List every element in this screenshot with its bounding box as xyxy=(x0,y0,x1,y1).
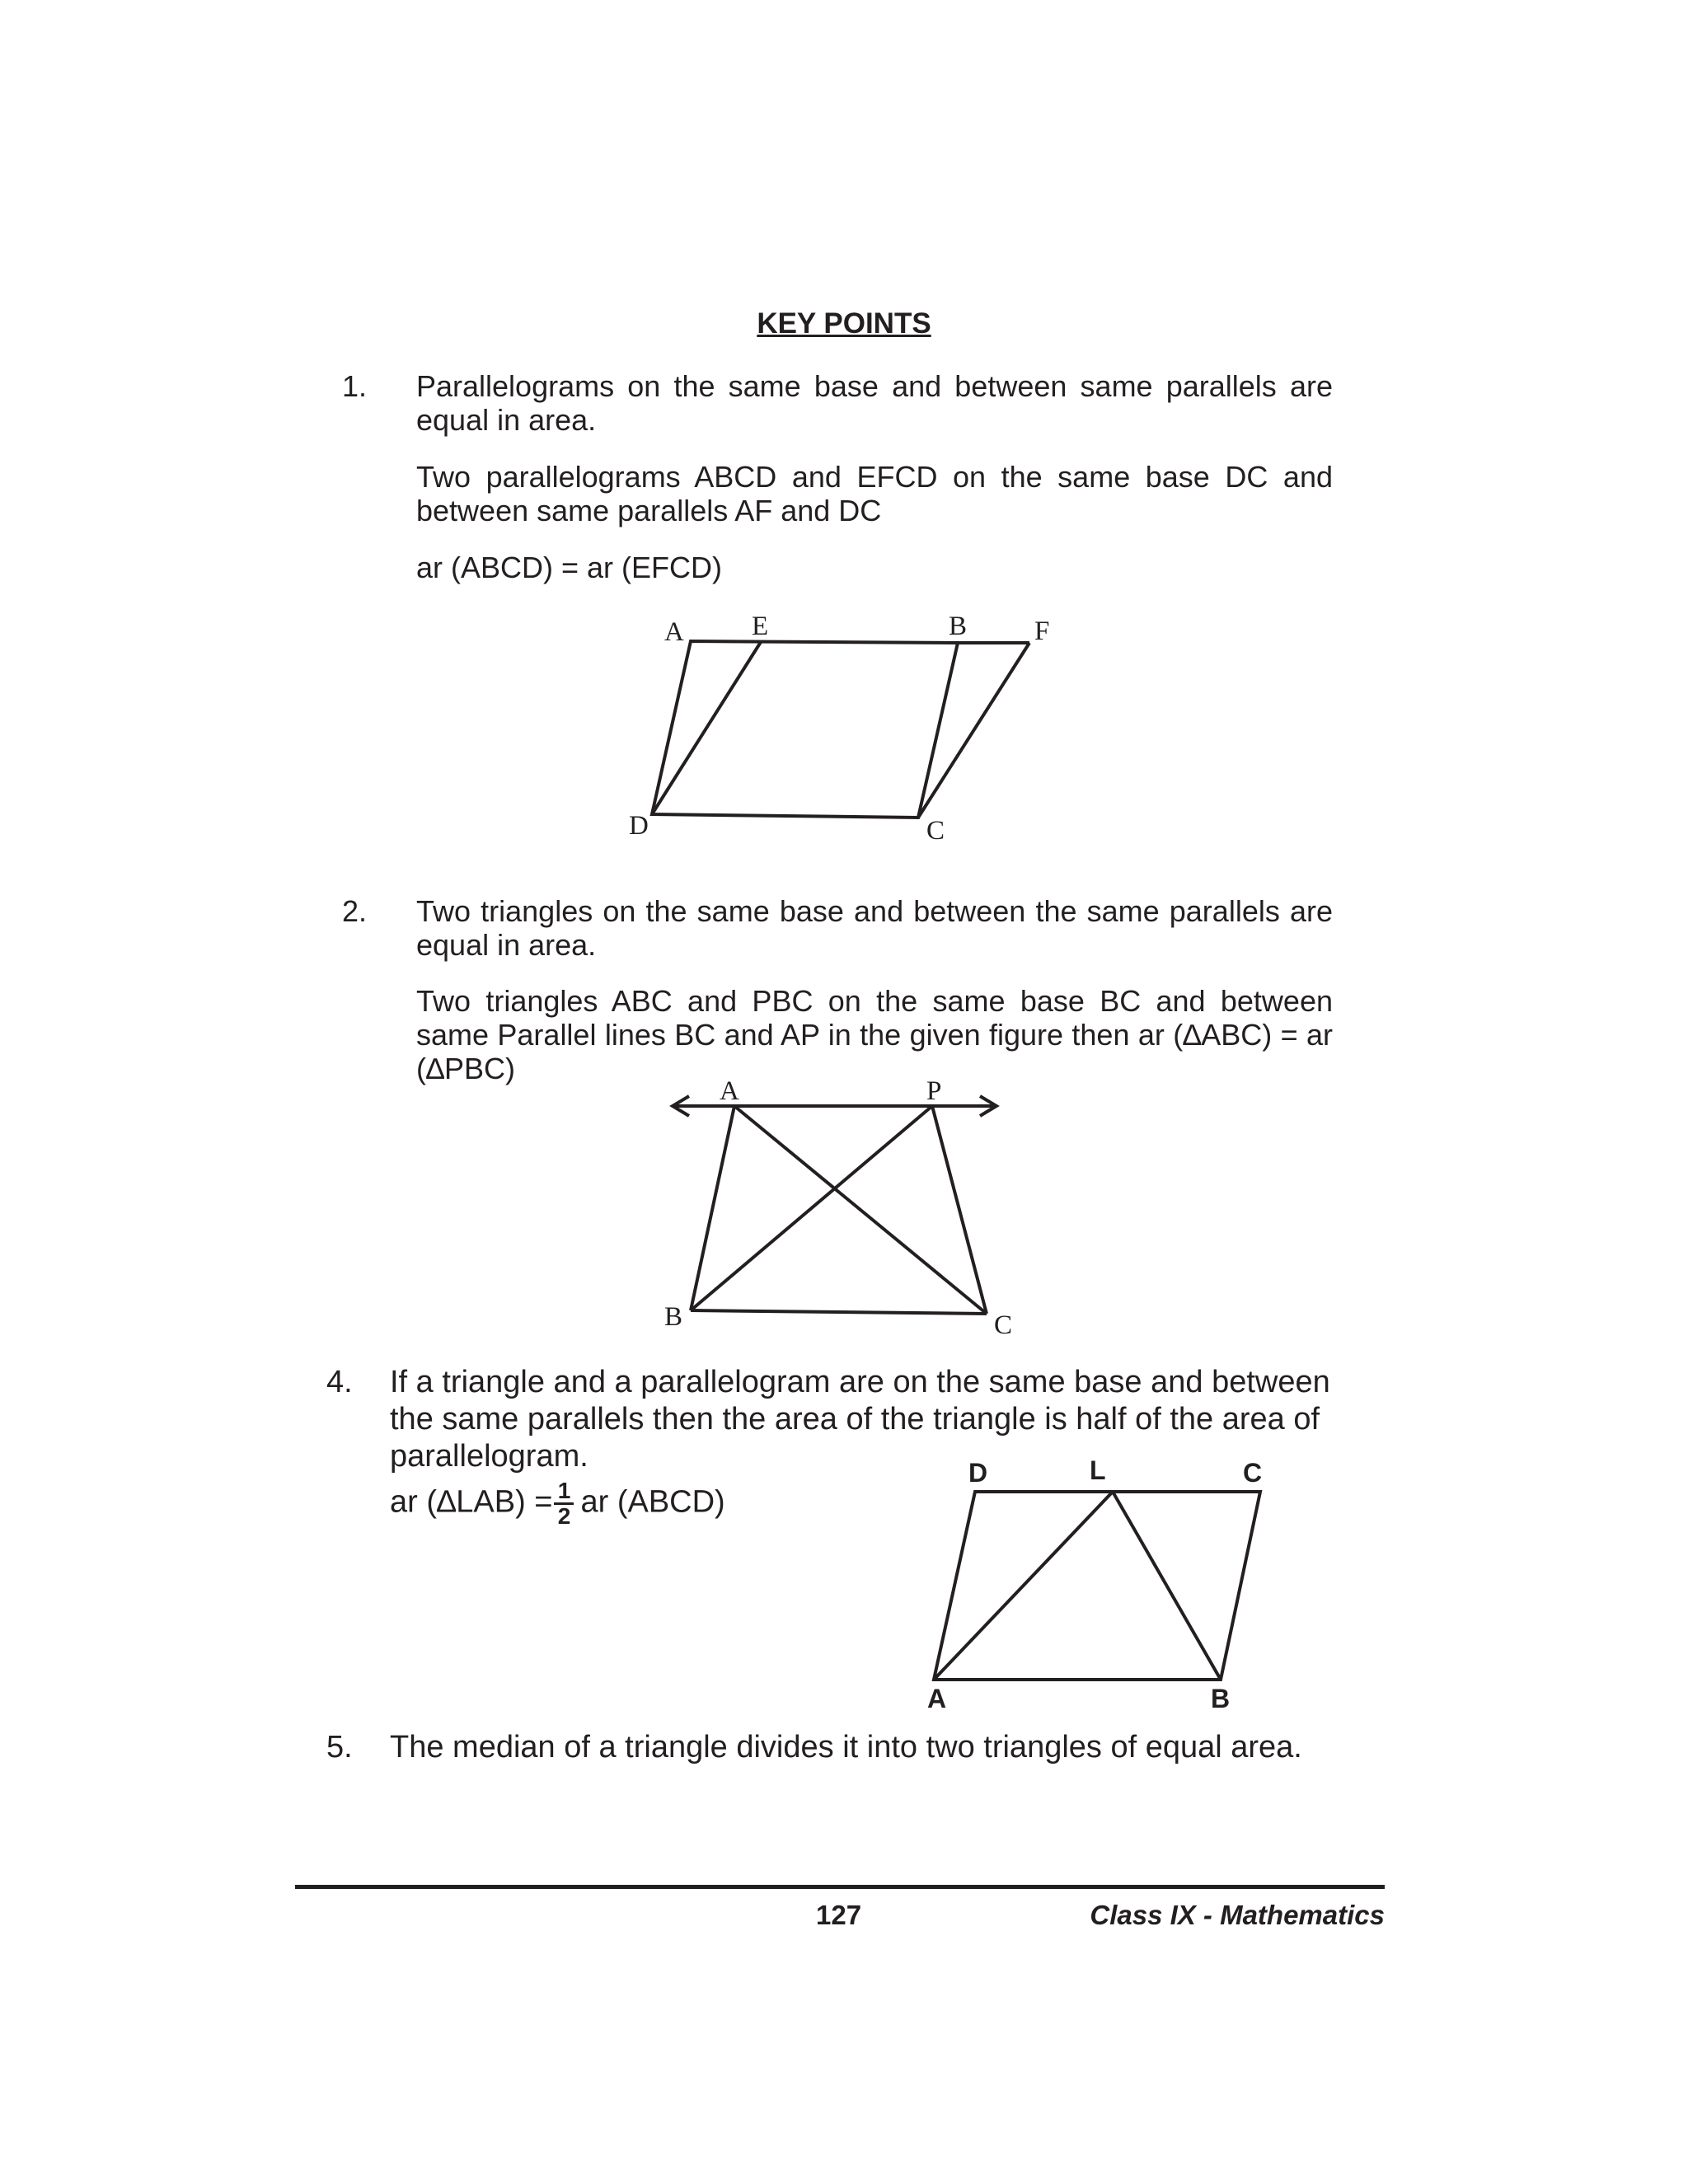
item-5-statement: The median of a triangle divides it into two triangles of equal area. xyxy=(390,1730,1302,1765)
label-c: C xyxy=(994,1310,1013,1340)
formula-right: ar (ABCD) xyxy=(580,1484,725,1520)
item-2-explanation: Two triangles ABC and PBC on the same base BC and between same Parallel lines BC and AP in the given figure then ar (∆ABC) = ar (∆PBC) xyxy=(416,984,1333,1085)
label-e: E xyxy=(752,612,769,641)
footer-rule xyxy=(295,1885,1385,1889)
segment-la xyxy=(934,1492,1113,1680)
item-4-statement: If a triangle and a parallelogram are on the same base and between the same parallels then the area of the triangle is half of the area of parallelogram. xyxy=(390,1365,1330,1474)
page-heading: KEY POINTS xyxy=(757,307,931,340)
item-2-number: 2. xyxy=(342,894,368,928)
formula-left: ar (∆LAB) = xyxy=(390,1484,553,1520)
label-d: D xyxy=(968,1458,988,1488)
label-f: F xyxy=(1034,616,1050,646)
page-number: 127 xyxy=(816,1900,862,1930)
item-1-statement: Parallelograms on the same base and between same parallels are equal in area. xyxy=(416,369,1333,437)
label-d: D xyxy=(629,811,649,841)
label-c: C xyxy=(926,816,945,846)
item-1-explanation: Two parallelograms ABCD and EFCD on the same base DC and between same parallels AF and DC xyxy=(416,460,1333,527)
label-b: B xyxy=(1211,1684,1231,1713)
label-b: B xyxy=(949,612,968,641)
label-a: A xyxy=(927,1684,947,1713)
item-2-statement: Two triangles on the same base and between the same parallels are equal in area. xyxy=(416,894,1333,962)
label-p: P xyxy=(926,1076,942,1106)
label-b: B xyxy=(664,1302,683,1332)
fraction-numerator: 1 xyxy=(557,1478,571,1503)
class-label: Class IX - Mathematics xyxy=(1090,1900,1385,1930)
item-4-number: 4. xyxy=(326,1365,353,1399)
label-a: A xyxy=(720,1076,739,1106)
label-a: A xyxy=(664,617,684,647)
label-l: L xyxy=(1090,1455,1106,1485)
item-5-number: 5. xyxy=(326,1730,353,1765)
item-1-number: 1. xyxy=(342,369,368,403)
segment-lb xyxy=(1113,1492,1221,1680)
label-c: C xyxy=(1243,1458,1263,1488)
item-1-formula: ar (ABCD) = ar (EFCD) xyxy=(416,551,723,584)
parallelogram-dcba xyxy=(934,1492,1260,1680)
fraction-denominator: 2 xyxy=(557,1503,571,1529)
